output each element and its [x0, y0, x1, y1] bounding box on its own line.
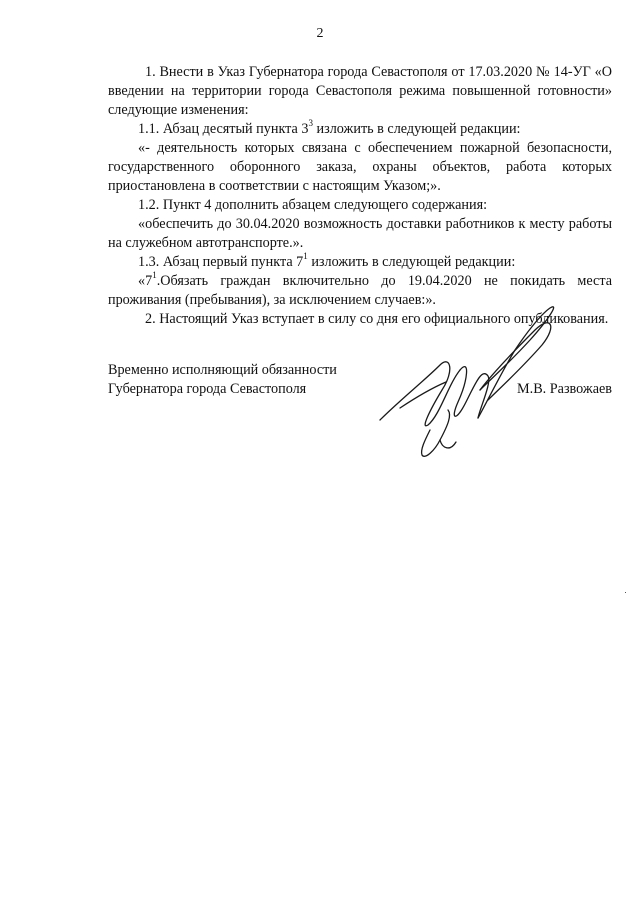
paragraph-item-1-2: 1.2. Пункт 4 дополнить абзацем следующего содержания: [138, 197, 488, 213]
item-1-3-superscript: 1 [303, 251, 308, 262]
signatory-name: М.В. Развожаев [517, 381, 612, 397]
paragraph-quote-1-1: «- деятельность которых связана с обеспечением пожарной безопасности, государственного оборонного заказа, охраны объектов, работа которых приостановлена в соответствии с настоящим Указом;». [108, 140, 612, 194]
signatory-title-line-2: Губернатора города Севастополя [108, 381, 307, 397]
page-number: 2 [316, 26, 324, 41]
quote-1-3-text: .Обязать граждан включительно до 19.04.2020 не покидать места проживания (пребывания), за исключением случаев:». [108, 273, 612, 308]
quote-1-3-start: «7 [138, 273, 153, 289]
item-1-3-tail: изложить в следующей редакции: [307, 254, 516, 270]
item-1-3-text: 1.3. Абзац первый пункта 7 [138, 254, 304, 270]
scan-speck [625, 592, 626, 593]
item-1-1-superscript: 3 [308, 118, 313, 129]
quote-1-3-superscript: 1 [152, 270, 157, 281]
paragraph-item-1-1 [108, 120, 612, 139]
paragraph-amendments-intro: 1. Внести в Указ Губернатора города Севастополя от 17.03.2020 № 14-УГ «О введении на территории города Севастополя режима повышенной готовности» следующие изменения: [108, 64, 612, 118]
paragraph-item-1-3 [108, 253, 612, 272]
item-1-1-tail: изложить в следующей редакции: [312, 121, 521, 137]
paragraph-quote-1-2: «обеспечить до 30.04.2020 возможность доставки работников к месту работы на служебном автотранспорте.». [108, 216, 612, 251]
item-1-1-text: 1.1. Абзац десятый пункта 3 [138, 121, 309, 137]
signatory-title-line-1: Временно исполняющий обязанности [108, 362, 337, 378]
handwritten-signature [370, 290, 570, 470]
paragraph-item-2: 2. Настоящий Указ вступает в силу со дня его официального опубликования. [145, 311, 609, 327]
